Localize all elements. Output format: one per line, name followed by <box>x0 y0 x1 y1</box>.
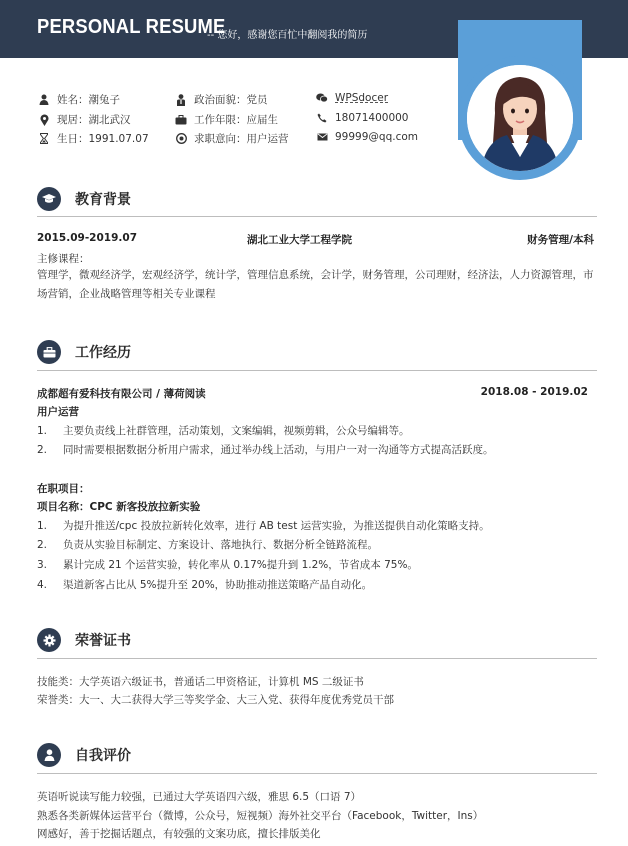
self-eval-line: 英语听说读写能力较强，已通过大学英语四六级，雅思 6.5（口语 7） <box>37 791 362 803</box>
list-item: 4. 渠道新客占比从 5%提升至 20%，协助推动推送策略产品自动化。 <box>37 579 373 591</box>
info-email[interactable]: 99999@qq.com <box>315 131 418 143</box>
avatar <box>467 65 573 171</box>
list-item: 1. 主要负责线上社群管理，活动策划，文案编辑，视频剪辑，公众号编辑等。 <box>37 425 410 437</box>
self-eval-line: 网感好，善于挖掘话题点，有较强的文案功底，擅长排版美化 <box>37 828 321 840</box>
info-phone: 18071400000 <box>315 112 409 124</box>
info-wechat[interactable]: WPSdocer <box>315 92 388 104</box>
education-courses: 管理学，微观经济学，宏观经济学，统计学，管理信息系统，会计学，财务管理，公司理财，经济法，人力资源管理，市场营销，企业战略管理等相关专业课程 <box>37 269 594 300</box>
section-header-honors: 荣誉证书 <box>37 628 131 652</box>
list-item: 1. 为提升推送/cpc 投放拉新转化效率，进行 AB test 运营实验，为推送提供自动化策略支持。 <box>37 520 490 532</box>
info-residence: 现居：湖北武汉 <box>37 112 131 127</box>
list-item: 3. 累计完成 21 个运营实验，转化率从 0.17%提升到 1.2%，节省成本 75%。 <box>37 559 418 571</box>
party-member-icon <box>174 94 188 106</box>
work-company: 成都超有爱科技有限公司 / 薄荷阅读 <box>37 388 206 400</box>
list-item: 2. 负责从实验目标制定、方案设计、落地执行、数据分析全链路流程。 <box>37 539 378 551</box>
gear-icon <box>37 628 61 652</box>
section-divider <box>37 216 597 217</box>
education-period: 2015.09-2019.07 <box>37 232 138 244</box>
info-intent: 求职意向：用户运营 <box>174 131 289 146</box>
project-name: 项目名称：CPC 新客投放拉新实验 <box>37 501 201 513</box>
target-icon <box>174 133 188 144</box>
section-header-education: 教育背景 <box>37 187 131 211</box>
phone-icon <box>315 113 329 123</box>
honors-awards: 荣誉类：大一、大二获得大学三等奖学金、大三入党、获得年度优秀党员干部 <box>37 694 394 706</box>
wechat-icon <box>315 93 329 103</box>
info-name: 姓名：潮兔子 <box>37 92 120 107</box>
education-major: 财务管理/本科 <box>527 234 594 246</box>
person-icon <box>37 94 51 105</box>
education-school: 湖北工业大学工程学院 <box>247 234 352 246</box>
info-work-years: 工作年限：应届生 <box>174 112 278 127</box>
education-courses-label: 主修课程： <box>37 253 90 265</box>
section-divider <box>37 658 597 659</box>
list-item: 2. 同时需要根据数据分析用户需求，通过举办线上活动，与用户一对一沟通等方式提高活跃度。 <box>37 444 494 456</box>
section-header-self-eval: 自我评价 <box>37 743 131 767</box>
section-divider <box>37 370 597 371</box>
briefcase-icon <box>174 115 188 125</box>
graduation-cap-icon <box>37 187 61 211</box>
info-political: 政治面貌：党员 <box>174 92 268 107</box>
work-role: 用户运营 <box>37 406 79 418</box>
self-eval-line: 熟悉各类新媒体运营平台（微博，公众号，短视频）海外社交平台（Facebook，Twitter，Ins） <box>37 810 484 822</box>
resume-tagline: -- 您好，感谢您百忙中翻阅我的简历 <box>207 30 368 41</box>
section-header-work: 工作经历 <box>37 340 131 364</box>
resume-title: PERSONAL RESUME <box>37 16 226 38</box>
user-icon <box>37 743 61 767</box>
avatar-portrait <box>467 65 573 171</box>
envelope-icon <box>315 133 329 141</box>
section-divider <box>37 773 597 774</box>
honors-skills: 技能类：大学英语六级证书，普通话二甲资格证，计算机 MS 二级证书 <box>37 676 364 688</box>
location-pin-icon <box>37 114 51 126</box>
suitcase-icon <box>37 340 61 364</box>
info-birthday: 生日：1991.07.07 <box>37 131 149 146</box>
project-label: 在职项目： <box>37 483 90 495</box>
hourglass-icon <box>37 133 51 144</box>
work-period: 2018.08 - 2019.02 <box>480 386 588 398</box>
